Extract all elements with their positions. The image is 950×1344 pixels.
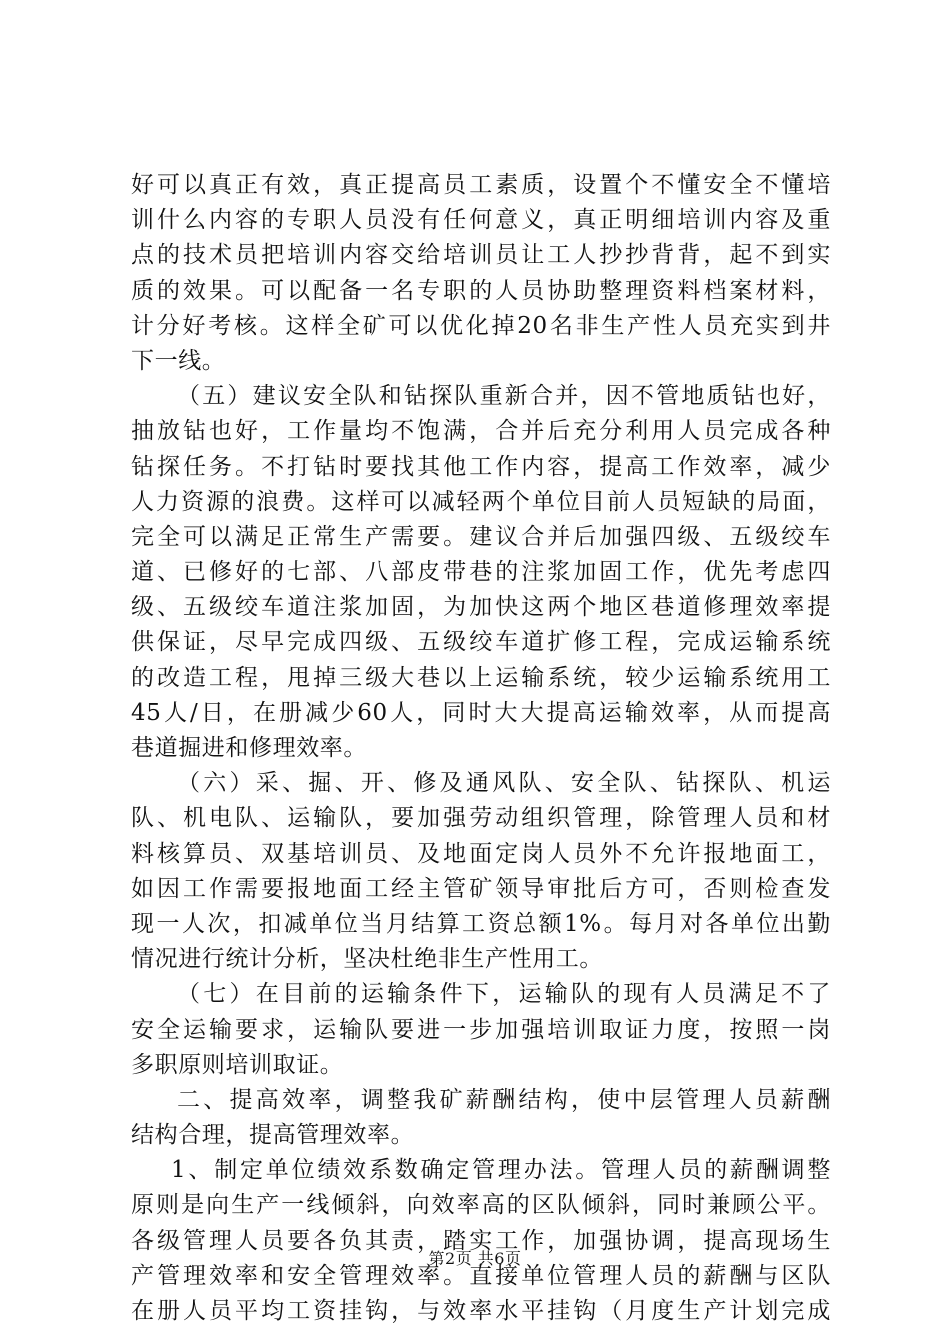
paragraph: [131, 379, 831, 766]
paragraph-line: 各级管理人员要各负其责，踏实工作，加强协调，提高现场生: [131, 1227, 831, 1254]
paragraph-line: 安全运输要求，运输队要进一步加强培训取证力度，按照一岗: [131, 1016, 831, 1043]
paragraph: [131, 766, 831, 977]
paragraph: [131, 1083, 831, 1153]
paragraph-line: 结构合理，提高管理效率。: [131, 1122, 415, 1149]
paragraph-line: 好可以真正有效，真正提高员工素质，设置个不懂安全不懂培: [131, 172, 831, 198]
paragraph-line: 级、五级绞车道注浆加固，为加快这两个地区巷道修理效率提: [131, 594, 831, 621]
paragraph-line: 点的技术员把培训内容交给培训员让工人抄抄背背，起不到实: [131, 242, 831, 269]
paragraph-line: 质的效果。可以配备一名专职的人员协助整理资料档案材料，: [131, 277, 831, 304]
paragraph-line: 巷道掘进和修理效率。: [131, 735, 367, 761]
paragraph-line: （七）在目前的运输条件下，运输队的现有人员满足不了: [177, 981, 831, 1008]
paragraph-line: 如因工作需要报地面工经主管矿领导审批后方可，否则检查发: [131, 875, 831, 902]
paragraph-line: （六）采、掘、开、修及通风队、安全队、钻探队、机运: [177, 770, 831, 797]
paragraph-line: 现一人次，扣减单位当月结算工资总额1%。每月对各单位出勤: [131, 910, 831, 937]
paragraph-line: 队、机电队、运输队，要加强劳动组织管理，除管理人员和材: [131, 805, 831, 832]
paragraph: [131, 168, 831, 379]
paragraph-line: 下一线。: [131, 347, 226, 374]
paragraph-line: 人力资源的浪费。这样可以减轻两个单位目前人员短缺的局面，: [131, 488, 831, 515]
paragraph-line: 产管理效率和安全管理效率。直接单位管理人员的薪酬与区队: [131, 1262, 831, 1289]
paragraph-line: 计分好考核。这样全矿可以优化掉20名非生产性人员充实到井: [131, 312, 831, 339]
paragraph-line: 钻探任务。不打钻时要找其他工作内容，提高工作效率，减少: [131, 453, 831, 480]
paragraph-line: 训什么内容的专职人员没有任何意义，真正明细培训内容及重: [131, 207, 831, 234]
paragraph-line: 1、制定单位绩效系数确定管理办法。管理人员的薪酬调整: [171, 1157, 831, 1184]
paragraph-line: 原则是向生产一线倾斜，向效率高的区队倾斜，同时兼顾公平。: [131, 1192, 831, 1219]
paragraph-line: 料核算员、双基培训员、及地面定岗人员外不允许报地面工，: [131, 840, 831, 867]
paragraph-line: 道、已修好的七部、八部皮带巷的注浆加固工作，优先考虑四: [131, 559, 831, 586]
paragraph-line: 45人/日，在册减少60人，同时大大提高运输效率，从而提高: [131, 699, 831, 726]
paragraph-line: 供保证，尽早完成四级、五级绞车道扩修工程，完成运输系统: [131, 629, 831, 656]
paragraph-line: （五）建议安全队和钻探队重新合并，因不管地质钻也好，: [177, 383, 831, 410]
paragraph: [131, 1153, 831, 1329]
paragraph-line: 抽放钻也好，工作量均不饱满，合并后充分利用人员完成各种: [131, 418, 831, 445]
paragraph-line: 二、提高效率，调整我矿薪酬结构，使中层管理人员薪酬: [177, 1086, 831, 1113]
paragraph-line: 情况进行统计分析，坚决杜绝非生产性用工。: [131, 946, 603, 973]
paragraph-line: 多职原则培训取证。: [131, 1051, 344, 1078]
paragraph-line: 在册人员平均工资挂钩，与效率水平挂钩（月度生产计划完成: [131, 1298, 831, 1324]
page-footer: 第2页 共6页: [428, 1249, 522, 1268]
paragraph-line: 的改造工程，甩掉三级大巷以上运输系统，较少运输系统用工: [131, 664, 831, 691]
document-body: [131, 168, 831, 1329]
paragraph: [131, 977, 831, 1083]
paragraph-line: 完全可以满足正常生产需要。建议合并后加强四级、五级绞车: [131, 523, 831, 550]
